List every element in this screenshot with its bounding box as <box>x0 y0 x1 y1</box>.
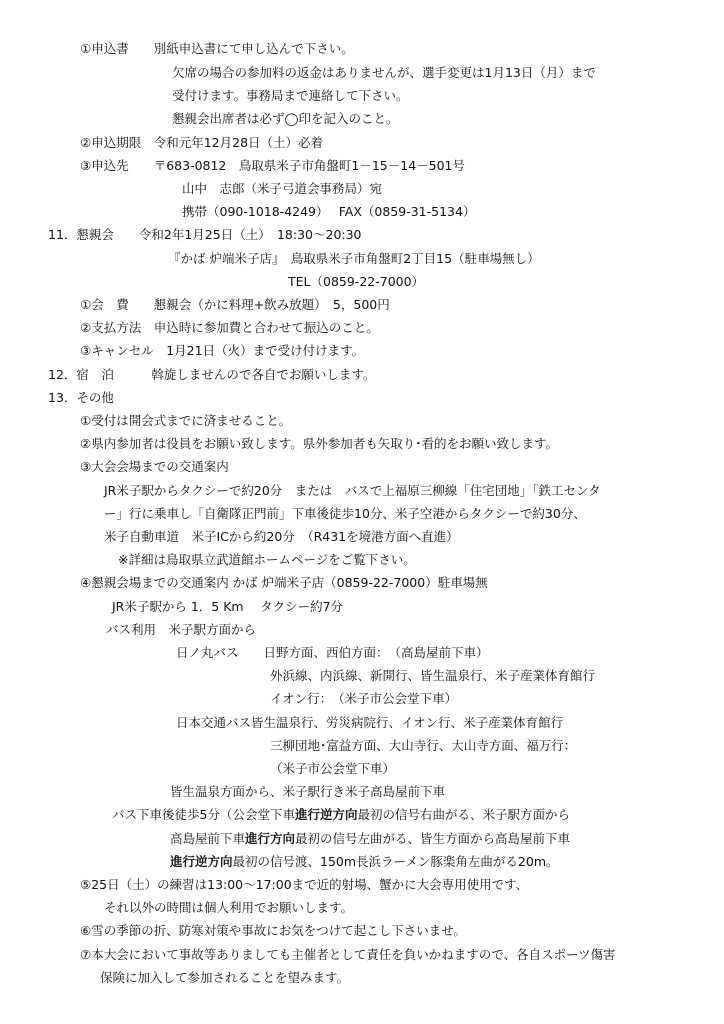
party-attendance-note: 懇親会出席者は必ず◯印を記入のこと。 <box>172 111 399 126</box>
hinomaru-bus-line-2: 外浜線、内浜線、新開行、皆生温泉行、米子産業体育館行 <box>270 668 596 683</box>
hinomaru-bus-line-1: 日ノ丸バス 日野方面、西伯方面： （高島屋前下車） <box>176 645 489 660</box>
party-access-taxi: JR米子駅から 1．5 Km タクシー約7分 <box>112 599 344 614</box>
section-13-heading: 13．その他 <box>48 390 114 405</box>
party-access-heading: ④懇親会場までの交通案内 かば 炉端米子店（0859-22-7000）駐車場無 <box>80 575 488 590</box>
refund-note-line-2: 受付けます。事務局まで連絡して下さい。 <box>172 88 409 103</box>
section-11-heading: 11．懇親会 令和2年1月25日（土） 18:30～20:30 <box>48 227 362 242</box>
nihonkotsu-bus-line-1: 日本交通バス皆生温泉行、労災病院行、イオン行、米子産業体育館行 <box>176 715 564 730</box>
section-12-heading: 12．宿 泊 斡旋しませんので各自でお願いします。 <box>48 367 376 382</box>
snow-season-note: ⑥雪の季節の折、防寒対策や事故にお気をつけて起こし下さいませ。 <box>80 923 466 938</box>
nihonkotsu-bus-line-3: （米子市公会堂下車） <box>270 761 396 776</box>
party-payment-line: ②支払方法 申込時に参加費と合わせて振込のこと。 <box>80 320 379 335</box>
application-address-line: ③申込先 〒683-0812 鳥取県米子市角盤町1－15－14－501号 <box>80 158 466 173</box>
bus-walk-line-2: 高島屋前下車進行方向最初の信号左曲がる、皆生方面から高島屋前下車 <box>170 831 571 846</box>
party-venue-line: 『かば 炉端米子店』 鳥取県米子市角盤町2丁目15（駐車場無し） <box>168 251 540 266</box>
party-venue-tel: TEL（0859-22-7000） <box>288 274 425 289</box>
contact-name-line: 山中 志郎（米子弓道会事務局）宛 <box>182 181 383 196</box>
venue-access-line-1: JR米子駅からタクシーで約20分 または バスで上福原三柳線「住宅団地」「鉄工センタ <box>104 483 601 498</box>
application-deadline-line: ②申込期限 令和元年12月28日（土）必着 <box>80 135 324 150</box>
hinomaru-bus-line-3: イオン行： （米子市公会堂下車） <box>270 691 458 706</box>
venue-access-line-3: 米子自動車道 米子ICから約20分 （R431を境港方面へ直進） <box>104 529 459 544</box>
venue-access-heading: ③大会会場までの交通案内 <box>80 459 229 474</box>
insurance-note-line-1: ⑦本大会において事故等ありましても主催者として責任を負いかねますので、各自スポーツ傷害 <box>80 947 616 962</box>
party-fee-line: ①会 費 懇親会（かに料理+飲み放題） 5，500円 <box>80 297 390 312</box>
refund-note-line: 欠席の場合の参加料の返金はありませんが、選手変更は1月13日（月）まで <box>172 65 596 80</box>
officials-note: ②県内参加者は役員をお願い致します。県外参加者も矢取り･看的をお願い致します。 <box>80 436 558 451</box>
nihonkotsu-bus-line-2: 三柳団地･富益方面、大山寺行、大山寺方面、福万行： <box>270 738 577 753</box>
kaike-onsen-route: 皆生温泉方面から、米子駅行き米子高島屋前下車 <box>170 784 446 799</box>
venue-access-detail-note: ※詳細は鳥取県立武道館ホームページをご覧下さい。 <box>118 552 416 567</box>
party-access-bus-heading: バス利用 米子駅方面から <box>106 622 257 637</box>
application-form-line: ①申込書 別紙申込書にて申し込んで下さい。 <box>80 41 354 56</box>
venue-access-line-2: ー」行に乗車し「自衛隊正門前」下車後徒歩10分、米子空港からタクシーで約30分、 <box>104 506 586 521</box>
party-cancel-line: ③キャンセル 1月21日（火）まで受け付けます。 <box>80 343 365 358</box>
reception-note: ①受付は開会式までに済ませること。 <box>80 413 292 428</box>
insurance-note-line-2: 保険に加入して参加されることを望みます。 <box>100 970 350 985</box>
bus-walk-line-1: バス下車後徒歩5分（公会堂下車進行逆方向最初の信号右曲がる、米子駅方面から <box>112 807 570 822</box>
practice-note-line-1: ⑤25日（土）の練習は13:00～17:00まで近的射場、蟹かに大会専用使用です、 <box>80 877 529 892</box>
bus-walk-line-3: 進行逆方向最初の信号渡、150m長浜ラーメン豚楽角左曲がる20m。 <box>170 854 559 869</box>
practice-note-line-2: それ以外の時間は個人利用でお願いします。 <box>104 900 354 915</box>
contact-phone-line: 携帯（090-1018-4249） FAX（0859-31-5134） <box>182 204 476 219</box>
